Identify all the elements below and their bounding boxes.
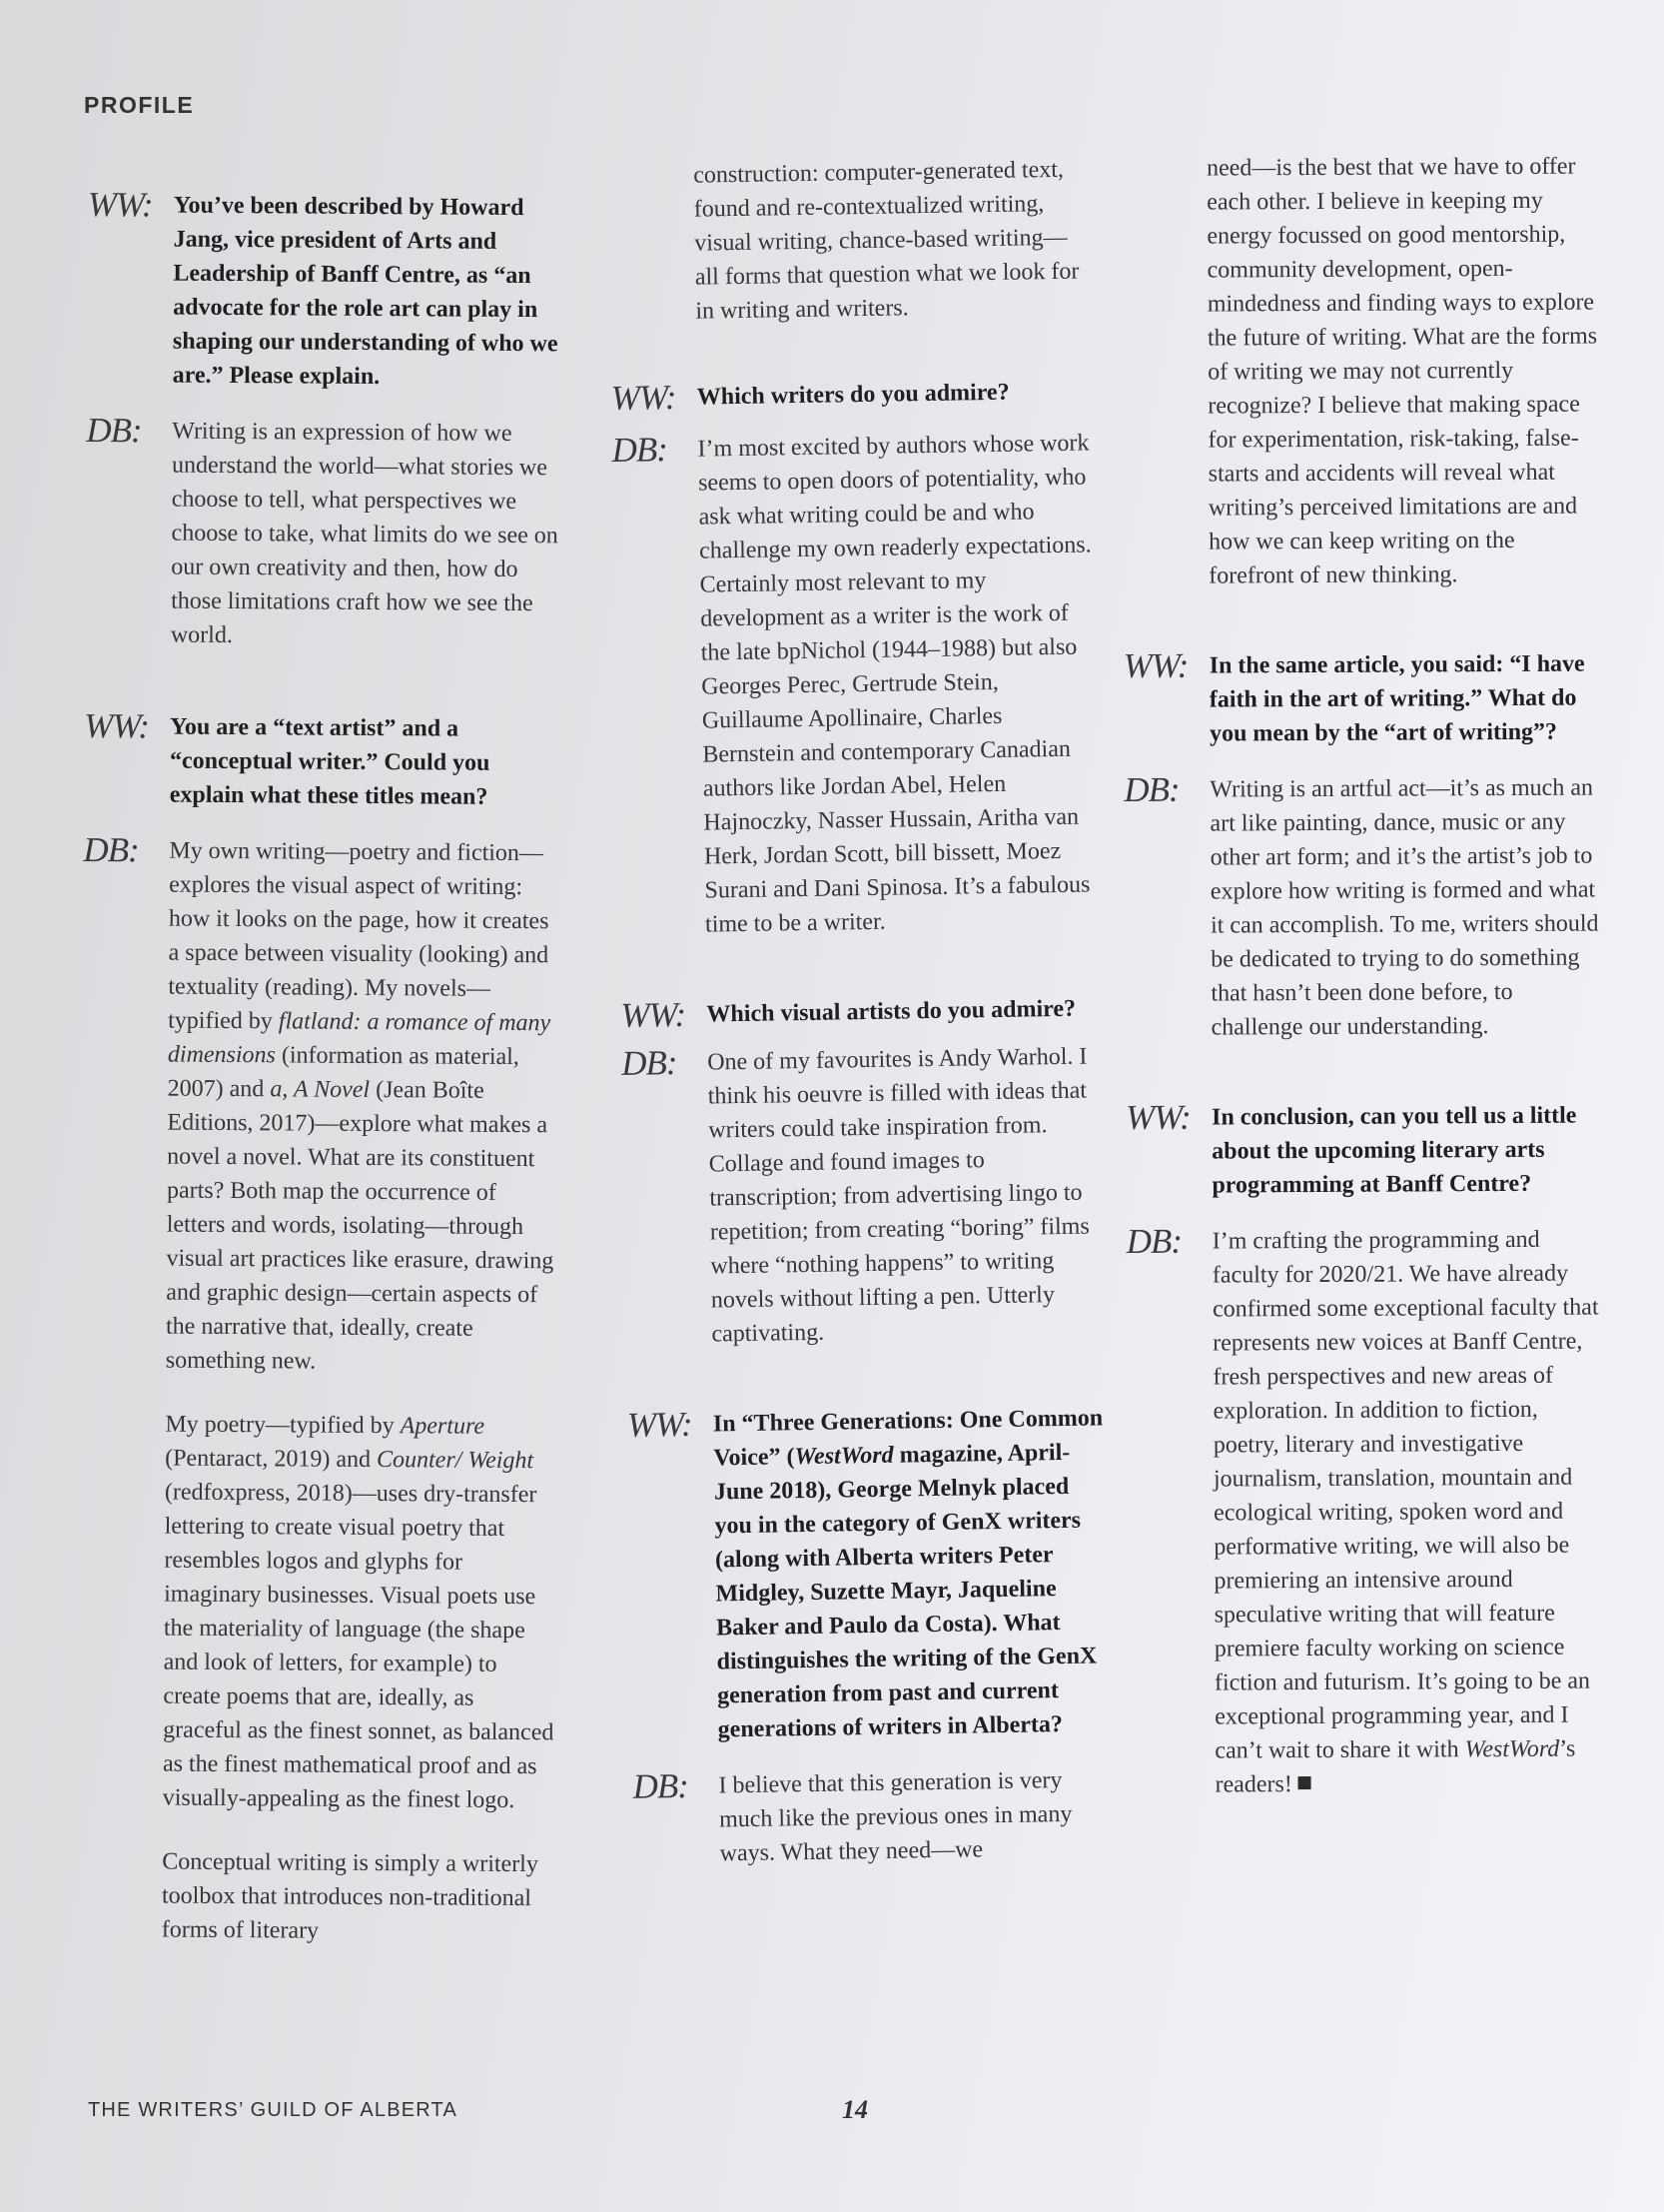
answer-continuation: construction: computer-generated text, found and re-contextualized writing, visual writing, chance-based writing—all forms that question what we look for in writing and writers. [693, 156, 1080, 325]
speaker-db: DB: [620, 1043, 677, 1083]
footer-publication: THE WRITERS’ GUILD OF ALBERTA [88, 2099, 458, 2121]
question-text: Which visual artists do you admire? [706, 995, 1077, 1028]
answer-text: I’m crafting the programming and faculty for 2020/21. We have already confirmed some exceptional faculty that represents new voices at Banff Centre, fresh perspectives and new areas of exploration. In addition to fiction, poetry, literary and investigative journalism, translation, mountain and ecological writing, spoken word and performative writing, we will also be premiering an intensive around speculative writing that will feature premiere faculty working on science fiction and futurism. It’s going to be an exceptional programming year, and I can’t wait to share it with WestWord’s readers! [1212, 1226, 1599, 1798]
answer-6 [1124, 770, 1604, 1045]
speaker-ww: WW: [610, 377, 676, 418]
question-text: Which writers do you admire? [696, 379, 1010, 411]
speaker-db: DB: [86, 410, 142, 451]
column-2 [607, 152, 1114, 1871]
column-3 [1121, 149, 1609, 1801]
speaker-db: DB: [1124, 769, 1180, 809]
speaker-db: DB: [632, 1765, 689, 1806]
section-label: PROFILE [84, 92, 195, 118]
question-text: You’ve been described by Howard Jang, vice president of Arts and Leadership of Banff Centre, as “an advocate for the role art can play in shaping our understanding of who we are.” Please explain. [172, 192, 558, 391]
answer-5 [632, 1762, 1114, 1872]
question-text: You are a “text artist” and a “conceptual writer.” Could you explain what these titles mean? [169, 713, 490, 810]
speaker-ww: WW: [626, 1404, 692, 1445]
answer-1 [85, 410, 566, 654]
speaker-ww: WW: [1125, 1097, 1191, 1137]
question-6 [1124, 646, 1604, 751]
answer-text: I believe that this generation is very much like the previous ones in many ways. What they need—we [718, 1767, 1073, 1867]
speaker-db: DB: [611, 430, 668, 470]
question-1 [87, 185, 567, 395]
column-1 [76, 185, 567, 1949]
answer-paragraph: Conceptual writing is simply a writerly toolbox that introduces non-traditional forms of literary [161, 1848, 538, 1944]
speaker-ww: WW: [1123, 645, 1189, 685]
page-number: 14 [842, 2095, 868, 2124]
answer-paragraph: My own writing—poetry and fiction—explores the visual aspect of writing: how it looks on the page, how it creates a space between visuality (looking) and textuality (reading). My novels—typified by flatland: a romance of many dimensions (information as material, 2007) and a, A Novel (Jean Boîte Editions, 2017)—explore what makes a novel a novel. What are its constituent parts? Both map the occurrence of letters and words, isolating—through visual art practices like erasure, drawing and graphic design—certain aspects of the narrative that, ideally, create something new. [165, 837, 554, 1375]
question-text: In “Three Generations: One Common Voice” (WestWord magazine, April-June 2018), George Melnyk placed you in the category of GenX writers (along with Alberta writers Peter Midgley, Suzette Mayr, Jaqueline Baker and Paulo da Costa). What distinguishes the writing of the GenX generation from past and current generations of writers in Alberta? [712, 1405, 1104, 1743]
answer-text: Writing is an expression of how we understand the world—what stories we choose to tell, what perspectives we choose to take, what limits do we see on our own creativity and then, how do those limitations craft how we see the world. [170, 418, 558, 649]
question-4 [620, 991, 1100, 1033]
speaker-db: DB: [1126, 1221, 1183, 1261]
answer-4 [621, 1039, 1106, 1353]
answer-text: I’m most excited by authors whose work seems to open doors of potentiality, who ask what writing could be and who challenge my own readerly expectations. Certainly most relevant to my development as a writer is the work of the late bpNichol (1944–1988) but also Georges Perec, Gertrude Stein, Guillaume Apollinaire, Charles Bernstein and contemporary Canadian authors like Jordan Abel, Helen Hajnoczky, Nasser Hussain, Aritha van Herk, Jordan Scott, bill bissett, Moez Surani and Dani Spinosa. It’s a fabulous time to be a writer. [697, 430, 1092, 938]
speaker-db: DB: [83, 829, 139, 870]
answer-text: One of my favourites is Andy Warhol. I think his oeuvre is filled with ideas that writers could take inspiration from. Collage and found images to transcription; from advertising lingo to repetition; from creating “boring” films where “nothing happens” to writing novels without lifting a pen. Utterly captivating. [707, 1043, 1090, 1348]
answer-paragraph: My poetry—typified by Aperture (Pentaract, 2019) and Counter/ Weight (redfoxpress, 2018)—uses dry-transfer lettering to create visual poetry that resembles logos and glyphs for imaginary businesses. Visual poets use the materiality of language (the shape and look of letters, for example) to create poems that are, ideally, as graceful as the finest sonnet, as balanced as the finest mathematical proof and as visually-appealing as the finest logo. [162, 1411, 554, 1814]
question-text: In conclusion, can you tell us a little about the upcoming literary arts programming at Banff Centre? [1211, 1102, 1577, 1199]
question-7 [1126, 1098, 1606, 1203]
question-5 [627, 1401, 1112, 1747]
answer-continuation: need—is the best that we have to offer each other. I believe in keeping my energy focussed on good mentorship, community development, open-mindedness and finding ways to explore the future of writing. What are the forms of writing we may not currently recognize? I believe that making space for experimentation, risk-taking, false-starts and accidents will reveal what writing’s perceived limitations are and how we can keep writing on the forefront of new thinking. [1207, 153, 1598, 589]
answer-2 [76, 829, 563, 1949]
answer-7 [1127, 1222, 1609, 1802]
end-mark-square-icon [1298, 1776, 1311, 1789]
question-text: In the same article, you said: “I have faith in the art of writing.” What do you mean by the “art of writing”? [1209, 650, 1585, 747]
speaker-ww: WW: [87, 185, 153, 225]
speaker-ww: WW: [84, 705, 150, 746]
answer-3 [611, 426, 1099, 942]
speaker-ww: WW: [620, 994, 686, 1035]
question-2 [84, 705, 564, 814]
answer-text: Writing is an artful act—it’s as much an art like painting, dance, music or any other art form; and it’s the artist’s job to explore how writing is formed and what it can accomplish. To me, writers should be dedicated to trying to do something that hasn’t been done before, to challenge our understanding. [1210, 774, 1599, 1041]
question-3 [610, 374, 1090, 416]
